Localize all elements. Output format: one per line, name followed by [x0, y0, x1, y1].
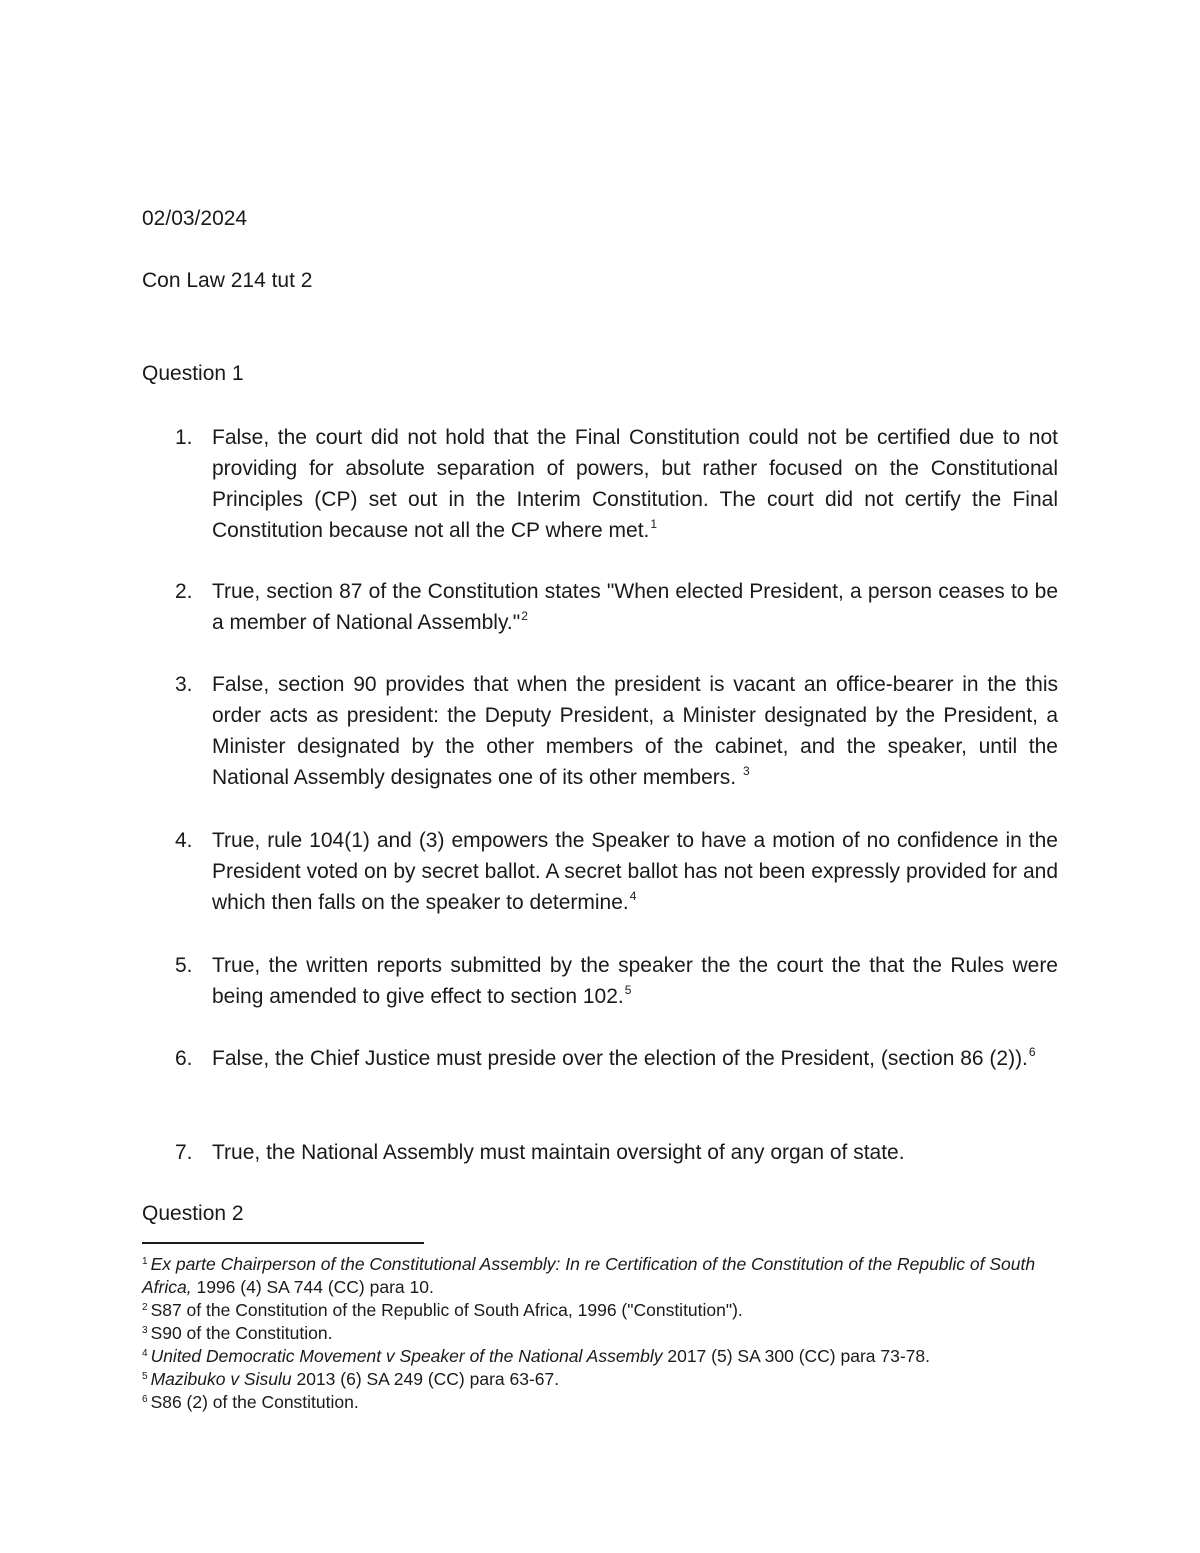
citation: 2013 (6) SA 249 (CC) para 63-67.	[291, 1369, 560, 1389]
citation: 2017 (5) SA 300 (CC) para 73-78.	[662, 1346, 931, 1366]
footnote-5	[142, 1368, 1042, 1391]
answer-text: False, the court did not hold that the Final Constitution could not be certified due to not providing for absolute separation of powers, but rather focused on the Constitutional Principles (CP) set out in the Interim Constitution. The court did not certify the Final Constitution because not all the CP where met.	[212, 426, 1058, 542]
answer-text-block	[212, 825, 1058, 918]
answer-item-7	[142, 1137, 1058, 1168]
answer-item-2	[142, 576, 1058, 638]
citation: S90 of the Constitution.	[150, 1323, 333, 1343]
answer-number: 5.	[175, 954, 193, 977]
answer-number: 7.	[175, 1141, 193, 1164]
answer-number: 4.	[175, 829, 193, 852]
footnote-3	[142, 1322, 1042, 1345]
answer-text: True, the National Assembly must maintain oversight of any organ of state.	[212, 1141, 905, 1164]
footnote-ref[interactable]: 2	[521, 609, 528, 623]
answer-item-1	[142, 422, 1058, 546]
answer-text: True, rule 104(1) and (3) empowers the Speaker to have a motion of no confidence in the President voted on by secret ballot. A secret ballot has not been expressly provided for and which then falls on the speaker to determine.	[212, 829, 1058, 914]
footnote-ref[interactable]: 4	[629, 889, 637, 903]
footnote-ref[interactable]: 5	[624, 983, 632, 997]
footnote-mark: 6	[142, 1394, 148, 1405]
answer-item-4	[142, 825, 1058, 918]
case-name: United Democratic Movement v Speaker of the National Assembly	[150, 1346, 663, 1366]
footnote-mark: 4	[142, 1348, 148, 1359]
question-1-heading: Question 1	[142, 362, 244, 385]
footnote-mark: 3	[142, 1325, 148, 1336]
case-name: Ex parte Chairperson of the Constitutional Assembly: In re Certification of the Constitution of the Republic of South Africa,	[142, 1254, 1036, 1297]
footnotes-section	[142, 1253, 1042, 1414]
answer-text-block	[212, 422, 1058, 546]
citation: S87 of the Constitution of the Republic of South Africa, 1996 ("Constitution").	[150, 1300, 743, 1320]
answer-text-block	[212, 669, 1058, 793]
document-date: 02/03/2024	[142, 207, 248, 230]
answer-text: True, section 87 of the Constitution states "When elected President, a person ceases to be a member of National Assembly."	[212, 580, 1058, 634]
footnote-ref[interactable]: 3	[742, 764, 750, 778]
answer-item-6	[142, 1043, 1058, 1074]
citation: S86 (2) of the Constitution.	[150, 1392, 359, 1412]
answer-item-5	[142, 950, 1058, 1012]
footnote-ref[interactable]: 6	[1028, 1045, 1036, 1059]
answer-number: 6.	[175, 1047, 193, 1070]
document-title: Con Law 214 tut 2	[142, 269, 313, 292]
footnote-ref[interactable]: 1	[650, 517, 658, 531]
footnote-mark: 1	[142, 1256, 148, 1267]
footnote-mark: 5	[142, 1371, 148, 1382]
footnote-separator	[142, 1242, 424, 1244]
answer-text: False, section 90 provides that when the president is vacant an office-bearer in the this order acts as president: the Deputy President, a Minister designated by the President, a Minister designated by the other members of the cabinet, and the speaker, until the National Assembly designates one of its other members.	[212, 673, 1058, 789]
footnote-mark: 2	[142, 1302, 148, 1313]
answer-number: 3.	[175, 673, 193, 696]
answer-text: True, the written reports submitted by the speaker the the court the that the Rules were being amended to give effect to section 102.	[212, 954, 1058, 1008]
footnote-1	[142, 1253, 1042, 1299]
answer-text: False, the Chief Justice must preside over the election of the President, (section 86 (2)).	[212, 1047, 1028, 1070]
answer-number: 2.	[175, 580, 193, 603]
answer-text-block	[212, 950, 1058, 1012]
answer-text-block	[212, 1043, 1058, 1074]
answer-text-block	[212, 1137, 1058, 1168]
answer-text-block	[212, 576, 1058, 638]
footnote-4	[142, 1345, 1042, 1368]
footnote-2	[142, 1299, 1042, 1322]
question-2-heading: Question 2	[142, 1202, 244, 1225]
footnote-6	[142, 1391, 1042, 1414]
answer-item-3	[142, 669, 1058, 793]
citation: 1996 (4) SA 744 (CC) para 10.	[191, 1277, 434, 1297]
answer-number: 1.	[175, 426, 193, 449]
case-name: Mazibuko v Sisulu	[150, 1369, 292, 1389]
